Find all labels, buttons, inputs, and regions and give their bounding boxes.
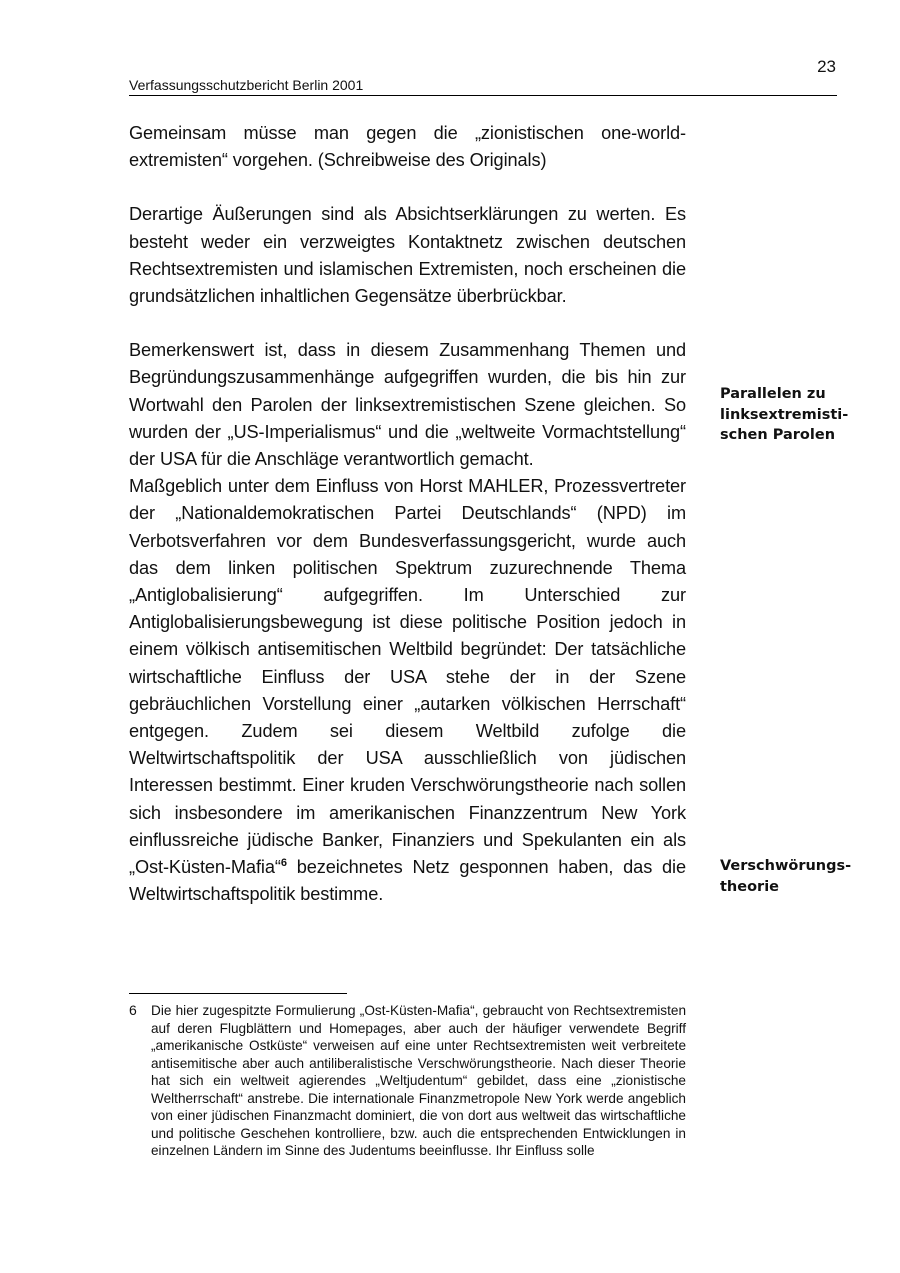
paragraph-4	[129, 473, 686, 908]
footnote-text: Die hier zugespitzte Formulierung „Ost-Küsten-Mafia“, gebraucht von Rechtsextremisten auf deren Flugblättern und Homepages, aber auch der häufiger verwendete Begriff „amerikanische Ostküste“ verweisen auf eine unter Rechtsextremisten weit verbreitete antisemitische aber auch antiliberalistische Verschwörungstheorie. Nach dieser Theorie hat sich ein weltweit agierendes „Weltjudentum“ gebildet, dass eine „zionistische Weltherrschaft“ anstrebe. Die internationale Finanzmetropole New York werde angeblich von einer jüdischen Finanzmacht dominiert, die von dort aus weltweit das wirtschaftliche und politische Geschehen kontrolliere, bzw. auch die entsprechenden Entwicklungen in einzelnen Ländern im Sinne des Judentums beeinflusse. Ihr Einfluss solle	[151, 1003, 686, 1158]
footnote-reference[interactable]: 6	[280, 857, 287, 870]
paragraph-2: Derartige Äußerungen sind als Absichtserklärungen zu werten. Es besteht weder ein verzweigtes Kontaktnetz zwischen deutschen Rechtsextremisten und islamischen Extremisten, noch erscheinen die grundsätzlichen inhaltlichen Gegensätze überbrückbar.	[129, 204, 686, 307]
header-rule	[129, 95, 837, 96]
running-header-title: Verfassungsschutzbericht Berlin 2001	[129, 77, 364, 93]
paragraph-4-text-before: Maßgeblich unter dem Einfluss von Horst MAHLER, Prozessvertreter der „Nationaldemokratischen Partei Deutschlands“ (NPD) im Verbotsverfahren vor dem Bundesverfassungsgericht, wurde auch das dem linken politischen Spektrum zuzurechnende Thema „Antiglobalisierung“ aufgegriffen. Im Unterschied zur Antiglobalisierungsbewegung ist diese politische Position jedoch in einem völkisch antisemitischen Weltbild begründet: Der tatsächliche wirtschaftliche Einfluss der USA stehe der in der Szene gebräuchlichen Vorstellung einer „autarken völkischen Herrschaft“ entgegen. Zudem sei diesem Weltbild zufolge die Weltwirtschaftspolitik der USA ausschließlich von jüdischen Interessen bestimmt. Einer kruden Verschwörungstheorie nach sollen sich insbesondere im amerikanischen Finanzzentrum New York einflussreiche jüdische Banker, Finanziers und Spekulanten ein als „Ost-Küsten-Mafia“	[129, 476, 686, 878]
page-number: 23	[817, 57, 836, 76]
footnote	[129, 1002, 686, 1160]
paragraph-3: Bemerkenswert ist, dass in diesem Zusammenhang Themen und Begründungszusammenhänge aufgegriffen wurden, die bis hin zur Wortwahl den Parolen der linksextremistischen Szene gleichen. So wurden der „US-Imperialismus“ und die „weltweite Vormachtstellung“ der USA für die Anschläge verantwortlich gemacht.	[129, 340, 686, 470]
paragraph-4-text-after: bezeichnetes Netz gesponnen haben, das die Weltwirtschaftspolitik bestimme.	[129, 857, 686, 905]
paragraph-1: Gemeinsam müsse man gegen die „zionistischen one-world-extremisten“ vorgehen. (Schreibweise des Originals)	[129, 123, 686, 171]
margin-note-parallelen	[720, 384, 860, 446]
margin-note-line: linksextremisti-	[720, 406, 849, 423]
margin-note-verschwoerung	[720, 856, 860, 897]
margin-note-line: schen Parolen	[720, 427, 836, 443]
footnote-number: 6	[129, 1002, 137, 1018]
margin-note-line: Verschwörungs-	[720, 858, 852, 874]
margin-note-line: theorie	[720, 878, 780, 895]
main-text	[129, 120, 686, 908]
footnote-rule	[129, 993, 347, 994]
margin-note-line: Parallelen zu	[720, 386, 826, 402]
